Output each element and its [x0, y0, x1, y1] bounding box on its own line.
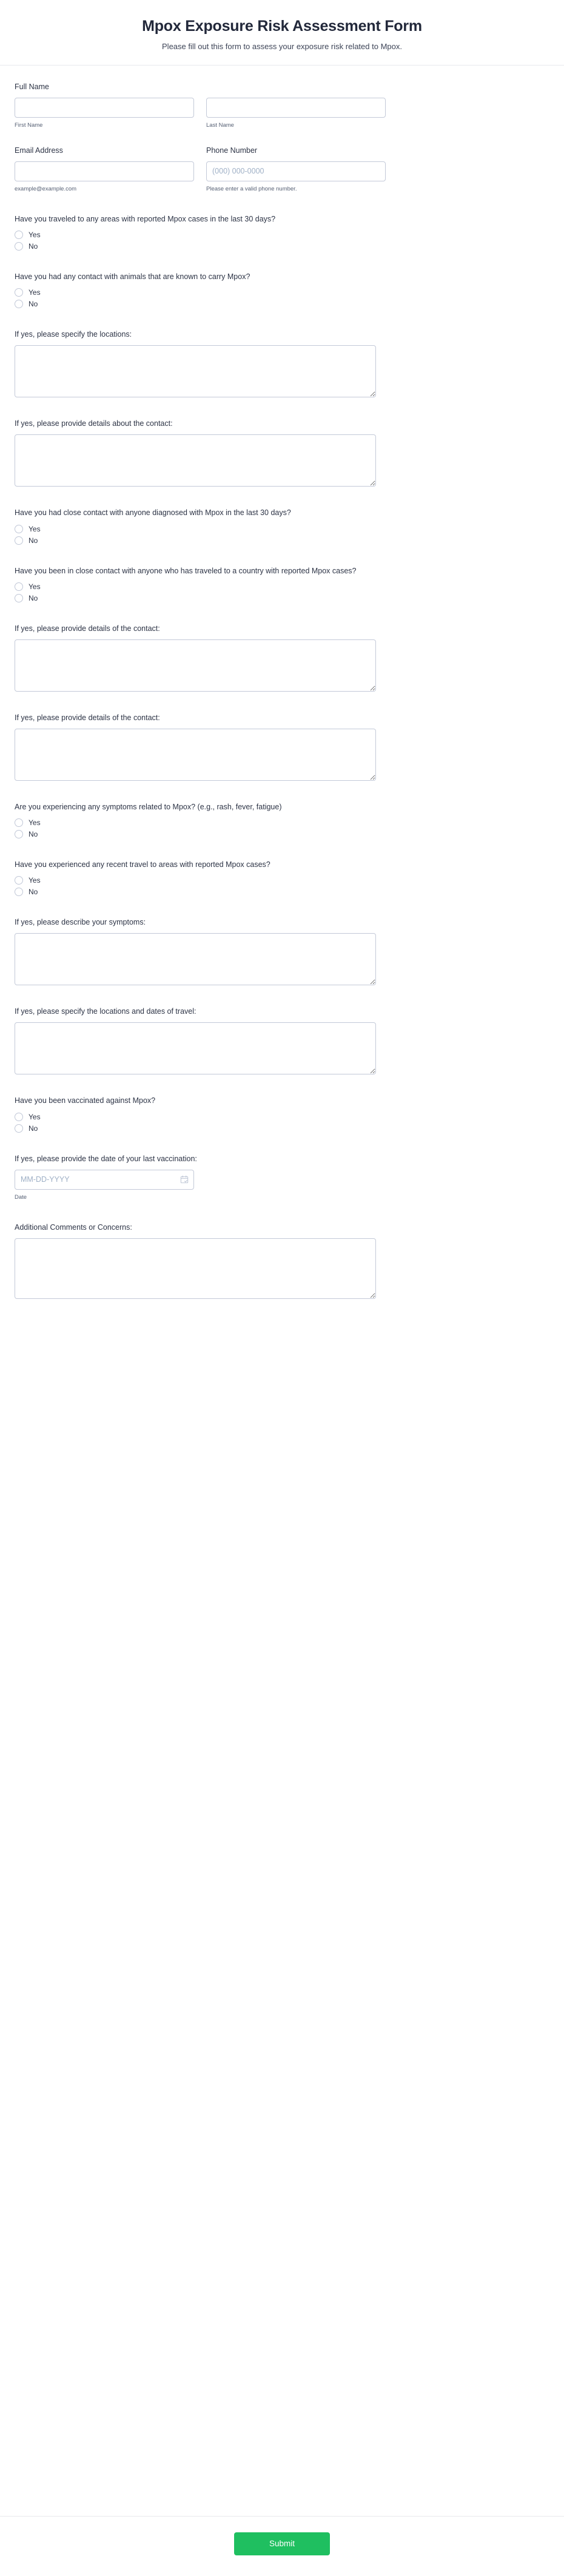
- spacer: [0, 561, 564, 565]
- contact-details-1-label: If yes, please provide details of the contact:: [15, 624, 160, 633]
- animal-contact-details-label: If yes, please provide details about the contact:: [15, 419, 173, 428]
- spacer: [0, 912, 564, 917]
- last-name-sublabel: Last Name: [206, 122, 234, 129]
- spacer: [0, 797, 564, 801]
- field-recent-travel: [0, 859, 564, 896]
- symptoms-option-no[interactable]: [15, 830, 38, 838]
- phone-input[interactable]: [206, 161, 386, 181]
- describe-symptoms-label: If yes, please describe your symptoms:: [15, 918, 146, 927]
- radio-circle-icon[interactable]: [15, 1124, 23, 1133]
- radio-circle-icon[interactable]: [15, 525, 23, 533]
- symptoms-option-no-label: No: [29, 830, 38, 839]
- animal-contact-option-no[interactable]: [15, 300, 38, 308]
- animal-contact-option-yes[interactable]: [15, 288, 41, 297]
- field-close-contact-diagnosed: [0, 507, 564, 544]
- phone-sublabel: Please enter a valid phone number.: [206, 185, 297, 192]
- field-specify-locations: [0, 329, 564, 397]
- recent-travel-label: Have you experienced any recent travel to areas with reported Mpox cases?: [15, 860, 270, 869]
- radio-circle-icon[interactable]: [15, 818, 23, 827]
- symptoms-question-label: Are you experiencing any symptoms related to Mpox? (e.g., rash, fever, fatigue): [15, 802, 282, 811]
- vaccinated-radio-group: [15, 1113, 549, 1133]
- travel-30-days-option-no-label: No: [29, 242, 38, 251]
- recent-travel-option-no-label: No: [29, 888, 38, 897]
- vaccinated-option-yes[interactable]: [15, 1113, 41, 1121]
- last-name-column: [206, 98, 386, 129]
- spacer: [0, 413, 564, 418]
- email-label: Email Address: [15, 146, 63, 155]
- close-contact-diagnosed-radio-group: [15, 525, 549, 545]
- travel-30-days-option-yes-label: Yes: [29, 231, 41, 240]
- field-full-name: [0, 81, 564, 129]
- animal-contact-option-no-label: No: [29, 300, 38, 309]
- field-vaccination-date: [0, 1153, 564, 1201]
- field-contact-details-1: [0, 623, 564, 692]
- vaccination-date-wrapper: [15, 1170, 194, 1190]
- email-input[interactable]: [15, 161, 194, 181]
- recent-travel-option-no[interactable]: [15, 888, 38, 896]
- specify-locations-textarea[interactable]: [15, 345, 376, 397]
- travel-30-days-label: Have you traveled to any areas with reported Mpox cases in the last 30 days?: [15, 214, 276, 223]
- spacer: [0, 1217, 564, 1222]
- last-name-input[interactable]: [206, 98, 386, 118]
- form-footer: [0, 2516, 564, 2576]
- recent-travel-option-yes-label: Yes: [29, 876, 41, 885]
- contact-details-1-textarea[interactable]: [15, 639, 376, 692]
- animal-contact-details-textarea[interactable]: [15, 434, 376, 487]
- email-phone-row: [15, 145, 549, 192]
- contact-traveler-option-no[interactable]: [15, 594, 38, 602]
- vaccination-date-label: If yes, please provide the date of your last vaccination:: [15, 1154, 197, 1163]
- form-header: [0, 0, 564, 66]
- form-body: [0, 66, 564, 2516]
- field-travel-30-days: [0, 214, 564, 251]
- travel-30-days-radio-group: [15, 231, 549, 251]
- first-name-input[interactable]: [15, 98, 194, 118]
- contact-details-2-label: If yes, please provide details of the contact:: [15, 713, 160, 722]
- animal-contact-radio-group: [15, 288, 549, 308]
- radio-circle-icon[interactable]: [15, 876, 23, 885]
- symptoms-radio-group: [15, 818, 549, 838]
- symptoms-option-yes-label: Yes: [29, 818, 41, 828]
- phone-label: Phone Number: [206, 146, 258, 155]
- additional-comments-textarea[interactable]: [15, 1238, 376, 1299]
- animal-contact-label: Have you had any contact with animals that are known to carry Mpox?: [15, 272, 250, 282]
- radio-circle-icon[interactable]: [15, 582, 23, 591]
- spacer: [0, 1001, 564, 1006]
- contact-details-2-textarea[interactable]: [15, 729, 376, 781]
- specify-locations-label: If yes, please specify the locations:: [15, 330, 132, 339]
- spacer: [0, 1090, 564, 1095]
- close-contact-diagnosed-option-yes[interactable]: [15, 525, 41, 533]
- vaccinated-option-no-label: No: [29, 1124, 38, 1133]
- close-contact-diagnosed-label: Have you had close contact with anyone diagnosed with Mpox in the last 30 days?: [15, 508, 291, 518]
- close-contact-diagnosed-option-no[interactable]: [15, 536, 38, 545]
- travel-30-days-option-yes[interactable]: [15, 231, 41, 239]
- spacer: [0, 266, 564, 271]
- vaccinated-option-no[interactable]: [15, 1124, 38, 1133]
- vaccinated-label: Have you been vaccinated against Mpox?: [15, 1096, 156, 1105]
- radio-circle-icon[interactable]: [15, 536, 23, 545]
- symptoms-option-yes[interactable]: [15, 818, 41, 827]
- spacer: [0, 707, 564, 712]
- animal-contact-option-yes-label: Yes: [29, 288, 41, 297]
- field-contact-details-2: [0, 712, 564, 781]
- field-vaccinated: [0, 1095, 564, 1132]
- spacer: [0, 324, 564, 329]
- vaccination-date-sublabel: Date: [15, 1193, 27, 1201]
- close-contact-diagnosed-option-yes-label: Yes: [29, 524, 41, 533]
- field-email-phone-row: [0, 145, 564, 192]
- field-describe-symptoms: [0, 917, 564, 985]
- contact-traveler-option-yes-label: Yes: [29, 582, 41, 591]
- field-symptoms-question: [0, 801, 564, 838]
- field-animal-contact-details: [0, 418, 564, 487]
- recent-travel-radio-group: [15, 876, 549, 896]
- radio-circle-icon[interactable]: [15, 288, 23, 297]
- spacer: [0, 209, 564, 214]
- spacer: [0, 854, 564, 859]
- submit-button[interactable]: Submit: [234, 2532, 330, 2555]
- radio-circle-icon[interactable]: [15, 888, 23, 896]
- recent-travel-option-yes[interactable]: [15, 876, 41, 885]
- contact-traveler-label: Have you been in close contact with anyone who has traveled to a country with reported Mpox cases?: [15, 566, 357, 575]
- radio-circle-icon[interactable]: [15, 242, 23, 251]
- first-name-sublabel: First Name: [15, 122, 43, 129]
- page-title: Mpox Exposure Risk Assessment Form: [142, 18, 422, 35]
- contact-traveler-option-no-label: No: [29, 593, 38, 602]
- field-additional-comments: [0, 1222, 564, 1299]
- full-name-row: [15, 98, 549, 129]
- phone-column: [206, 145, 386, 192]
- field-travel-locations-dates: [0, 1006, 564, 1074]
- radio-circle-icon[interactable]: [15, 1113, 23, 1121]
- radio-circle-icon[interactable]: [15, 594, 23, 602]
- travel-30-days-option-no[interactable]: [15, 242, 38, 251]
- email-column: [15, 145, 194, 192]
- radio-circle-icon[interactable]: [15, 231, 23, 239]
- spacer: [0, 618, 564, 623]
- spacer: [0, 502, 564, 507]
- travel-locations-dates-label: If yes, please specify the locations and dates of travel:: [15, 1007, 196, 1016]
- travel-locations-dates-textarea[interactable]: [15, 1022, 376, 1074]
- additional-comments-label: Additional Comments or Concerns:: [15, 1222, 132, 1232]
- contact-traveler-radio-group: [15, 582, 549, 602]
- radio-circle-icon[interactable]: [15, 300, 23, 308]
- page-subtitle: Please fill out this form to assess your exposure risk related to Mpox.: [162, 41, 402, 51]
- full-name-label: Full Name: [15, 83, 49, 92]
- describe-symptoms-textarea[interactable]: [15, 933, 376, 985]
- radio-circle-icon[interactable]: [15, 830, 23, 838]
- email-sublabel: example@example.com: [15, 185, 77, 192]
- field-contact-traveler: [0, 565, 564, 602]
- field-animal-contact: [0, 271, 564, 308]
- contact-traveler-option-yes[interactable]: [15, 582, 41, 591]
- close-contact-diagnosed-option-no-label: No: [29, 536, 38, 545]
- vaccinated-option-yes-label: Yes: [29, 1112, 41, 1121]
- spacer: [0, 1148, 564, 1153]
- vaccination-date-input[interactable]: [15, 1170, 194, 1190]
- first-name-column: [15, 98, 194, 129]
